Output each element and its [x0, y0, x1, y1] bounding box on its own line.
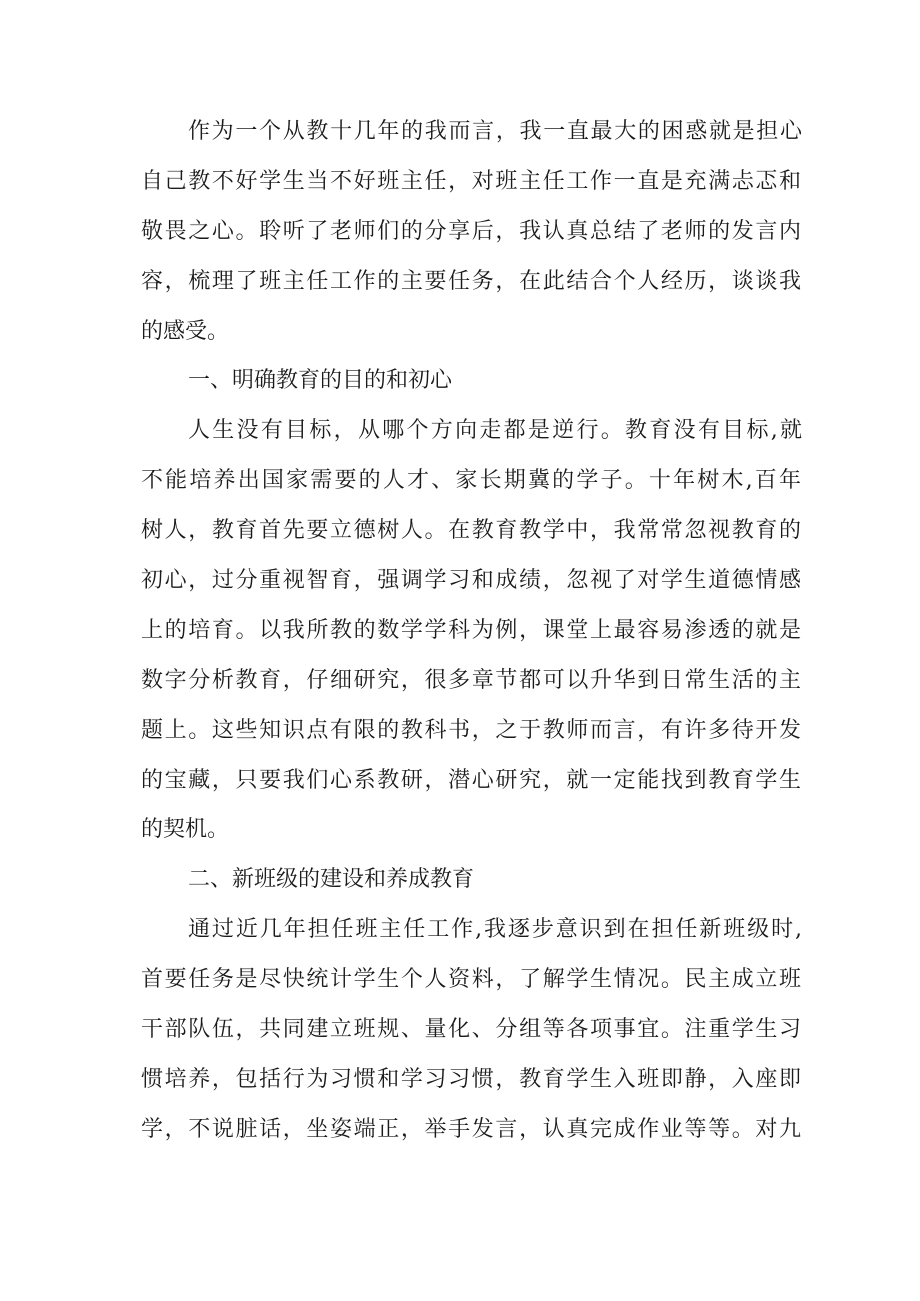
paragraph-2-line-5: 上的培育。以我所教的数学学科为例，课堂上最容易渗透的就是 [141, 618, 801, 643]
paragraph-2-line-6: 数字分析教育，仔细研究，很多章节都可以升华到日常生活的主 [141, 668, 801, 693]
section-heading-2: 二、新班级的建设和养成教育 [188, 867, 475, 892]
paragraph-1-line-3: 敬畏之心。聆听了老师们的分享后，我认真总结了老师的发言内 [141, 219, 801, 244]
section-heading-1: 一、明确教育的目的和初心 [188, 368, 453, 393]
paragraph-2-line-9: 的契机。 [141, 817, 230, 842]
paragraph-2-line-4: 初心，过分重视智育，强调学习和成绩，忽视了对学生道德情感 [141, 568, 801, 593]
paragraph-1-line-5: 的感受。 [141, 319, 230, 344]
paragraph-2-line-8: 的宝藏，只要我们心系教研，潜心研究，就一定能找到教育学生 [141, 768, 801, 793]
paragraph-1-line-2: 自己教不好学生当不好班主任，对班主任工作一直是充满忐忑和 [141, 169, 801, 194]
paragraph-2-line-3: 树人，教育首先要立德树人。在教育教学中，我常常忽视教育的 [141, 518, 801, 543]
paragraph-3-line-1: 通过近几年担任班主任工作,我逐步意识到在担任新班级时, [188, 917, 802, 942]
paragraph-2-line-2: 不能培养出国家需要的人才、家长期冀的学子。十年树木,百年 [141, 468, 801, 493]
paragraph-3-line-2: 首要任务是尽快统计学生个人资料，了解学生情况。民主成立班 [141, 967, 801, 992]
paragraph-1-line-4: 容，梳理了班主任工作的主要任务，在此结合个人经历，谈谈我 [141, 269, 801, 294]
paragraph-2-line-7: 题上。这些知识点有限的教科书，之于教师而言，有许多待开发 [141, 718, 801, 743]
paragraph-1-line-1: 作为一个从教十几年的我而言，我一直最大的困惑就是担心 [188, 119, 802, 144]
paragraph-3-line-3: 干部队伍，共同建立班规、量化、分组等各项事宜。注重学生习 [141, 1017, 801, 1042]
paragraph-3-line-4: 惯培养，包括行为习惯和学习习惯，教育学生入班即静，入座即 [141, 1067, 801, 1092]
paragraph-3-line-5: 学，不说脏话，坐姿端正，举手发言，认真完成作业等等。对九 [141, 1117, 801, 1142]
paragraph-2-line-1: 人生没有目标，从哪个方向走都是逆行。教育没有目标,就 [188, 418, 802, 443]
